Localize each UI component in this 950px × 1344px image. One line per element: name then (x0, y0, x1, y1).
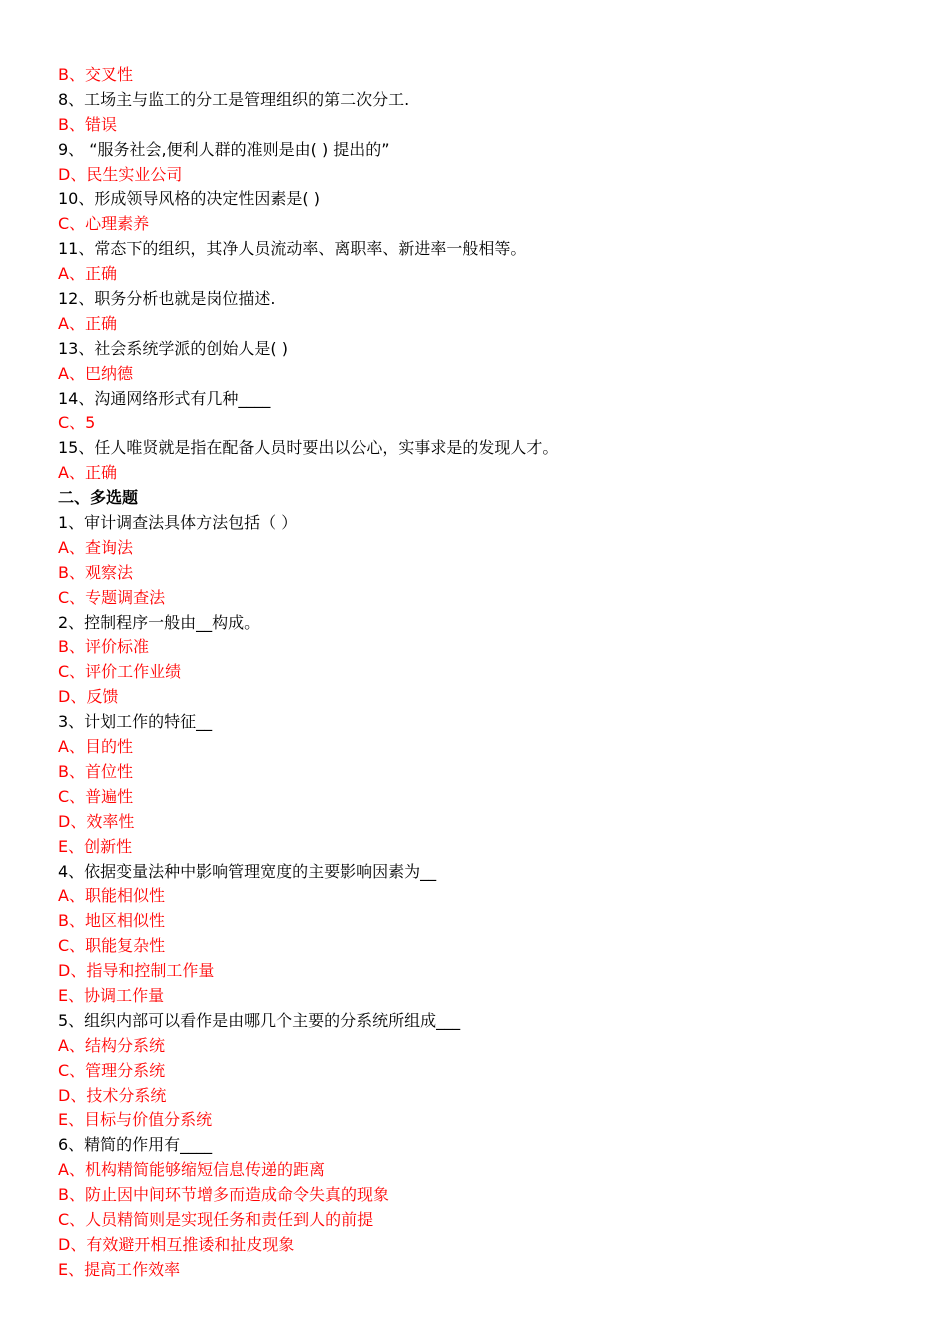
answer-text: C、普遍性 (58, 786, 134, 806)
question-text: 15、任人唯贤就是指在配备人员时要出以公心，实事求是的发现人才。 (58, 438, 559, 458)
answer-text: A、职能相似性 (58, 886, 165, 906)
question-text: 12、职务分析也就是岗位描述. (58, 289, 276, 309)
answer-text: C、管理分系统 (58, 1060, 166, 1080)
answer-text: B、交叉性 (58, 65, 133, 84)
answer-text: C、专题调查法 (58, 587, 166, 607)
answer-text: A、结构分系统 (58, 1035, 165, 1055)
answer-text: C、人员精简则是实现任务和责任到人的前提 (58, 1209, 374, 1229)
document-body (58, 63, 918, 1283)
answer-text: A、巴纳德 (58, 363, 133, 383)
question-text: 14、沟通网络形式有几种____ (58, 388, 271, 408)
section-heading: 二、多选题 (58, 488, 139, 508)
question-text: 3、计划工作的特征__ (58, 712, 213, 732)
answer-text: B、错误 (58, 114, 117, 134)
answer-text: E、目标与价值分系统 (58, 1110, 213, 1130)
answer-text: D、效率性 (58, 811, 135, 831)
question-text: 4、依据变量法种中影响管理宽度的主要影响因素为__ (58, 861, 437, 881)
answer-text: A、正确 (58, 264, 117, 284)
question-text: 11、常态下的组织，其净人员流动率、离职率、新进率一般相等。 (58, 239, 527, 259)
answer-text: C、心理素养 (58, 214, 150, 234)
question-text: 1、审计调查法具体方法包括（ ） (58, 513, 298, 533)
answer-text: B、评价标准 (58, 637, 149, 657)
answer-text: A、查询法 (58, 537, 133, 557)
answer-text: E、协调工作量 (58, 985, 165, 1005)
question-text: 6、精简的作用有____ (58, 1135, 213, 1155)
answer-text: D、有效避开相互推诿和扯皮现象 (58, 1234, 295, 1254)
answer-text: A、正确 (58, 463, 117, 483)
question-text: 8、工场主与监工的分工是管理组织的第二次分工. (58, 89, 410, 109)
answer-text: D、民生实业公司 (58, 164, 183, 184)
question-text: 5、组织内部可以看作是由哪几个主要的分系统所组成___ (58, 1010, 461, 1030)
answer-text: C、5 (58, 413, 96, 433)
answer-text: D、反馈 (58, 687, 119, 707)
answer-text: B、首位性 (58, 761, 133, 781)
answer-text: E、创新性 (58, 836, 133, 856)
answer-text: E、提高工作效率 (58, 1259, 181, 1279)
answer-text: C、评价工作业绩 (58, 662, 182, 682)
answer-text: A、正确 (58, 313, 117, 333)
answer-text: D、技术分系统 (58, 1085, 167, 1105)
answer-text: A、机构精简能够缩短信息传递的距离 (58, 1160, 325, 1180)
answer-text: C、职能复杂性 (58, 936, 166, 956)
answer-text: A、目的性 (58, 737, 133, 757)
question-text: 10、形成领导风格的决定性因素是( ) (58, 189, 320, 209)
answer-text: B、防止因中间环节增多而造成命令失真的现象 (58, 1185, 389, 1205)
question-text: 2、控制程序一般由__构成。 (58, 612, 261, 632)
answer-text: B、观察法 (58, 562, 133, 582)
question-text: 9、 “服务社会,便利人群的准则是由( ) 提出的” (58, 139, 390, 159)
question-text: 13、社会系统学派的创始人是( ) (58, 338, 288, 358)
answer-text: D、指导和控制工作量 (58, 961, 215, 981)
answer-text: B、地区相似性 (58, 911, 165, 931)
